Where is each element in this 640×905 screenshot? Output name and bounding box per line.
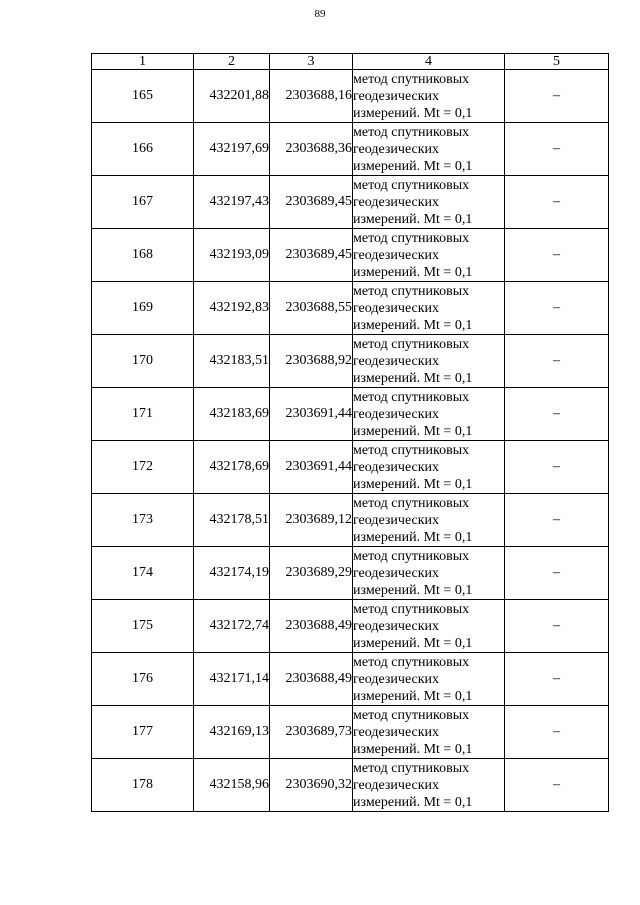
method-line: метод спутниковых <box>353 548 470 564</box>
point-number-cell: 172 <box>92 441 194 494</box>
point-number-cell: 176 <box>92 653 194 706</box>
method-line: геодезических <box>353 247 440 263</box>
x-coordinate-cell: 432178,69 <box>194 441 270 494</box>
x-coordinate-cell: 432171,14 <box>194 653 270 706</box>
page-number: 89 <box>314 8 326 20</box>
note-cell: – <box>505 335 609 388</box>
x-coordinate-cell: 432183,69 <box>194 388 270 441</box>
method-cell <box>353 176 505 229</box>
method-line: метод спутниковых <box>353 283 470 299</box>
note-cell: – <box>505 547 609 600</box>
y-coordinate-cell: 2303690,32 <box>270 759 353 812</box>
method-cell <box>353 547 505 600</box>
method-line: метод спутниковых <box>353 336 470 352</box>
x-coordinate-cell: 432197,69 <box>194 123 270 176</box>
method-line: измерений. Mt = 0,1 <box>353 211 473 227</box>
method-cell <box>353 759 505 812</box>
method-cell <box>353 282 505 335</box>
method-line: метод спутниковых <box>353 389 470 405</box>
y-coordinate-cell: 2303688,55 <box>270 282 353 335</box>
x-coordinate-cell: 432178,51 <box>194 494 270 547</box>
method-line: геодезических <box>353 724 440 740</box>
column-header-1: 1 <box>92 54 194 70</box>
method-line: геодезических <box>353 353 440 369</box>
x-coordinate-cell: 432192,83 <box>194 282 270 335</box>
note-cell: – <box>505 600 609 653</box>
table-row <box>92 70 609 123</box>
table-row <box>92 229 609 282</box>
table-row <box>92 653 609 706</box>
method-cell <box>353 494 505 547</box>
table-row <box>92 123 609 176</box>
note-cell: – <box>505 653 609 706</box>
y-coordinate-cell: 2303689,45 <box>270 229 353 282</box>
y-coordinate-cell: 2303689,29 <box>270 547 353 600</box>
method-line: измерений. Mt = 0,1 <box>353 423 473 439</box>
method-line: измерений. Mt = 0,1 <box>353 794 473 810</box>
table-row <box>92 547 609 600</box>
method-line: измерений. Mt = 0,1 <box>353 635 473 651</box>
table-row <box>92 600 609 653</box>
method-line: геодезических <box>353 777 440 793</box>
note-cell: – <box>505 176 609 229</box>
x-coordinate-cell: 432197,43 <box>194 176 270 229</box>
method-line: измерений. Mt = 0,1 <box>353 741 473 757</box>
note-cell: – <box>505 759 609 812</box>
method-cell <box>353 335 505 388</box>
method-line: измерений. Mt = 0,1 <box>353 105 473 121</box>
y-coordinate-cell: 2303688,49 <box>270 600 353 653</box>
method-line: метод спутниковых <box>353 760 470 776</box>
note-cell: – <box>505 123 609 176</box>
y-coordinate-cell: 2303688,36 <box>270 123 353 176</box>
point-number-cell: 165 <box>92 70 194 123</box>
table-row <box>92 176 609 229</box>
method-cell <box>353 441 505 494</box>
table-row <box>92 706 609 759</box>
x-coordinate-cell: 432201,88 <box>194 70 270 123</box>
method-line: измерений. Mt = 0,1 <box>353 264 473 280</box>
x-coordinate-cell: 432183,51 <box>194 335 270 388</box>
method-line: метод спутниковых <box>353 230 470 246</box>
y-coordinate-cell: 2303688,49 <box>270 653 353 706</box>
point-number-cell: 171 <box>92 388 194 441</box>
method-line: измерений. Mt = 0,1 <box>353 688 473 704</box>
y-coordinate-cell: 2303689,73 <box>270 706 353 759</box>
table-row <box>92 388 609 441</box>
point-number-cell: 173 <box>92 494 194 547</box>
method-line: метод спутниковых <box>353 495 470 511</box>
method-line: метод спутниковых <box>353 71 470 87</box>
method-line: измерений. Mt = 0,1 <box>353 476 473 492</box>
note-cell: – <box>505 494 609 547</box>
y-coordinate-cell: 2303688,16 <box>270 70 353 123</box>
method-cell <box>353 123 505 176</box>
method-line: метод спутниковых <box>353 124 470 140</box>
column-header-3: 3 <box>270 54 353 70</box>
point-number-cell: 175 <box>92 600 194 653</box>
method-line: геодезических <box>353 618 440 634</box>
column-header-2: 2 <box>194 54 270 70</box>
point-number-cell: 167 <box>92 176 194 229</box>
method-cell <box>353 388 505 441</box>
method-cell <box>353 653 505 706</box>
x-coordinate-cell: 432193,09 <box>194 229 270 282</box>
note-cell: – <box>505 282 609 335</box>
table-header-row <box>92 54 609 70</box>
note-cell: – <box>505 229 609 282</box>
note-cell: – <box>505 441 609 494</box>
method-line: геодезических <box>353 141 440 157</box>
note-cell: – <box>505 706 609 759</box>
point-number-cell: 177 <box>92 706 194 759</box>
note-cell: – <box>505 70 609 123</box>
table-row <box>92 494 609 547</box>
point-number-cell: 166 <box>92 123 194 176</box>
point-number-cell: 169 <box>92 282 194 335</box>
method-line: геодезических <box>353 406 440 422</box>
method-line: геодезических <box>353 671 440 687</box>
point-number-cell: 178 <box>92 759 194 812</box>
note-cell: – <box>505 388 609 441</box>
method-cell <box>353 229 505 282</box>
table-row <box>92 282 609 335</box>
y-coordinate-cell: 2303691,44 <box>270 441 353 494</box>
method-line: геодезических <box>353 459 440 475</box>
table-body <box>92 70 609 812</box>
column-header-4: 4 <box>353 54 505 70</box>
point-number-cell: 174 <box>92 547 194 600</box>
method-line: метод спутниковых <box>353 601 470 617</box>
table-row <box>92 441 609 494</box>
method-line: измерений. Mt = 0,1 <box>353 582 473 598</box>
method-line: геодезических <box>353 300 440 316</box>
method-cell <box>353 70 505 123</box>
coordinates-table <box>91 53 609 812</box>
y-coordinate-cell: 2303689,12 <box>270 494 353 547</box>
x-coordinate-cell: 432172,74 <box>194 600 270 653</box>
x-coordinate-cell: 432158,96 <box>194 759 270 812</box>
table-row <box>92 759 609 812</box>
method-line: геодезических <box>353 194 440 210</box>
method-line: геодезических <box>353 88 440 104</box>
method-line: измерений. Mt = 0,1 <box>353 529 473 545</box>
method-line: метод спутниковых <box>353 177 470 193</box>
y-coordinate-cell: 2303691,44 <box>270 388 353 441</box>
method-line: геодезических <box>353 512 440 528</box>
x-coordinate-cell: 432174,19 <box>194 547 270 600</box>
table-row <box>92 335 609 388</box>
method-line: измерений. Mt = 0,1 <box>353 317 473 333</box>
method-line: измерений. Mt = 0,1 <box>353 158 473 174</box>
x-coordinate-cell: 432169,13 <box>194 706 270 759</box>
column-header-5: 5 <box>505 54 609 70</box>
y-coordinate-cell: 2303688,92 <box>270 335 353 388</box>
y-coordinate-cell: 2303689,45 <box>270 176 353 229</box>
point-number-cell: 170 <box>92 335 194 388</box>
point-number-cell: 168 <box>92 229 194 282</box>
method-cell <box>353 706 505 759</box>
method-line: метод спутниковых <box>353 442 470 458</box>
method-line: измерений. Mt = 0,1 <box>353 370 473 386</box>
method-line: метод спутниковых <box>353 654 470 670</box>
method-line: геодезических <box>353 565 440 581</box>
method-line: метод спутниковых <box>353 707 470 723</box>
method-cell <box>353 600 505 653</box>
